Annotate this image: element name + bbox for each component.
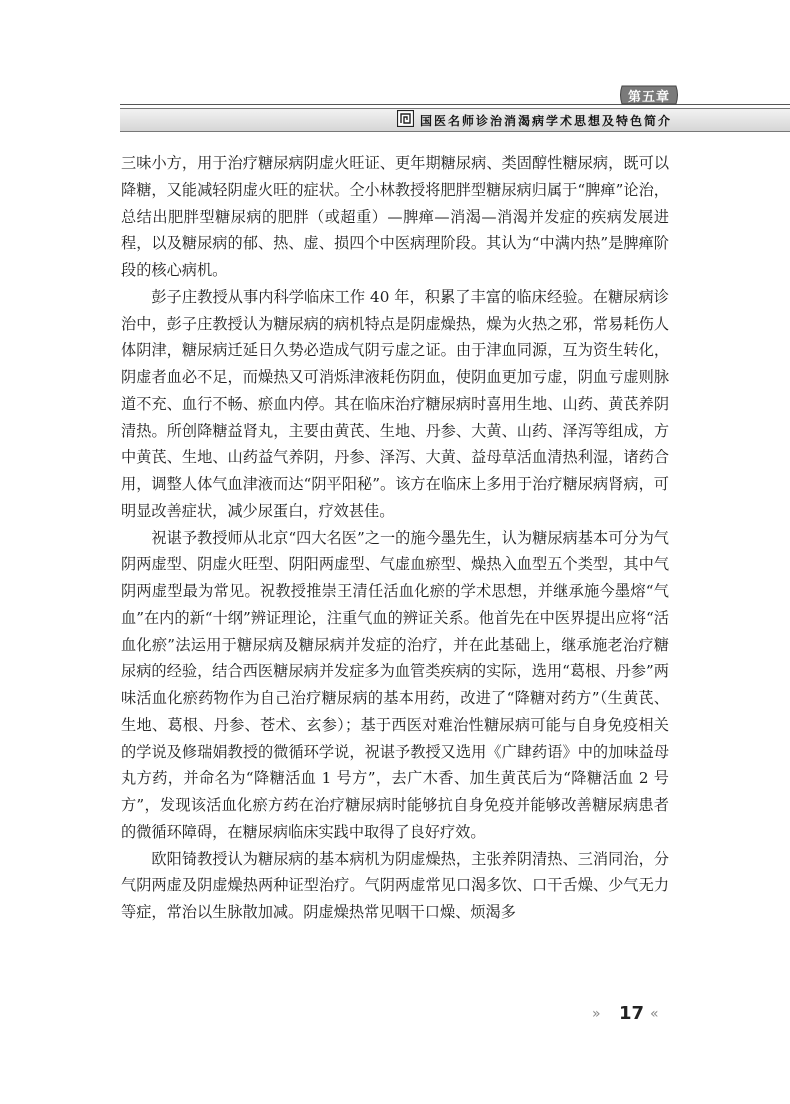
folio-ornament-right-icon: « [650, 1006, 659, 1022]
paragraph: 彭子庄教授从事内科学临床工作 40 年，积累了丰富的临床经验。在糖尿病诊治中，彭子庄教授认为糖尿病的病机特点是阴虚燥热，燥为火热之邪，常易耗伤人体阴津，糖尿病迁延日久势必造成气阴亏虚之证。由于津血同源，互为资生转化，阴虚者血必不足，而燥热又可消烁津液耗伤阴血，使阴血更加亏虚，阴血亏虚则脉道不充、血行不畅、瘀血内停。其在临床治疗糖尿病时喜用生地、山药、黄芪养阴清热。所创降糖益肾丸，主要由黄芪、生地、丹参、大黄、山药、泽泻等组成，方中黄芪、生地、山药益气养阴，丹参、泽泻、大黄、益母草活血清热利湿，诸药合用，调整人体气血津液而达“阴平阳秘”。该方在临床上多用于治疗糖尿病肾病，可明显改善症状，减少尿蛋白，疗效甚佳。 [121, 287, 669, 520]
page-number: 17 [619, 1003, 645, 1024]
folio-ornament-left-icon: » [592, 1006, 601, 1022]
header-rule [120, 104, 790, 105]
chapter-tab [618, 84, 680, 106]
page-folio [592, 1003, 687, 1023]
paragraph: 祝谌予教授师从北京“四大名医”之一的施今墨先生，认为糖尿病基本可分为气阴两虚型、阴虚火旺型、阴阳两虚型、气虚血瘀型、燥热入血型五个类型，其中气阴两虚型最为常见。祝教授推崇王清任活血化瘀的学术思想，并继承施今墨熔“气血”在内的新“十纲”辨证理论，注重气血的辨证关系。他首先在中医界提出应将“活血化瘀”法运用于糖尿病及糖尿病并发症的治疗，并在此基础上，继承施老治疗糖尿病的经验，结合西医糖尿病并发症多为血管类疾病的实际，选用“葛根、丹参”两味活血化瘀药物作为自己治疗糖尿病的基本用药，改进了“降糖对药方”（生黄芪、生地、葛根、丹参、苍术、玄参）；基于西医对难治性糖尿病可能与自身免疫相关的学说及修瑞娟教授的微循环学说，祝谌予教授又选用《广肆药语》中的加味益母丸方药，并命名为“降糖活血 1 号方”，去广木香、加生黄芪后为“降糖活血 2 号方”，发现该活血化瘀方药在治疗糖尿病时能够抗自身免疫并能够改善糖尿病患者的微循环障碍，在糖尿病临床实践中取得了良好疗效。 [121, 528, 669, 841]
running-header-title: 国医名师诊治消渴病学术思想及特色简介 [420, 114, 673, 128]
paragraph: 欧阳锜教授认为糖尿病的基本病机为阴虚燥热，主张养阴清热、三消同治，分气阴两虚及阴虚燥热两种证型治疗。气阴两虚常见口渴多饮、口干舌燥、少气无力等症，常治以生脉散加减。阴虚燥热常见咽干口燥、烦渴多 [121, 849, 669, 921]
chapter-label: 第五章 [627, 90, 670, 105]
body-text [121, 150, 669, 926]
paragraph: 三味小方，用于治疗糖尿病阴虚火旺证、更年期糖尿病、类固醇性糖尿病，既可以降糖，又能减轻阴虚火旺的症状。仝小林教授将肥胖型糖尿病归属于“脾瘅”论治，总结出肥胖型糖尿病的肥胖（或超重）—脾瘅—消渴—消渴并发症的疾病发展进程，以及糖尿病的郁、热、虚、损四个中医病理阶段。其认为“中满内热”是脾瘅阶段的核心病机。 [121, 154, 669, 279]
fret-logo-icon [397, 110, 414, 127]
